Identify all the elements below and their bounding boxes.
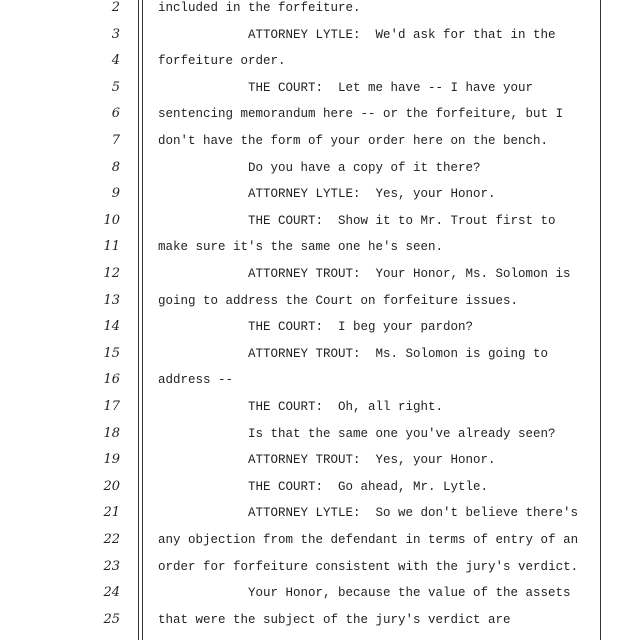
transcript-line: [0, 585, 640, 612]
line-text: THE COURT: Show it to Mr. Trout first to: [248, 213, 556, 228]
transcript-line: [0, 372, 640, 399]
line-number: 24: [103, 585, 120, 601]
line-number: 2: [111, 0, 120, 15]
line-text: ATTORNEY TROUT: Your Honor, Ms. Solomon is: [248, 267, 571, 281]
transcript-line: [0, 133, 640, 160]
transcript-line: [0, 293, 640, 320]
line-text: Do you have a copy of it there?: [248, 160, 481, 175]
line-number: 17: [103, 399, 120, 414]
line-text: order for forfeiture consistent with the jury's verdict.: [158, 559, 579, 574]
line-text: Your Honor, because the value of the assets: [248, 586, 571, 601]
transcript-line: [0, 452, 640, 479]
transcript-line: [0, 239, 640, 266]
transcript-line: [0, 479, 640, 506]
transcript-line: [0, 80, 640, 107]
line-number: 11: [103, 239, 120, 255]
transcript-line: [0, 532, 640, 559]
line-text: don't have the form of your order here on the bench.: [158, 134, 549, 148]
line-number: 20: [103, 478, 120, 494]
line-text: sentencing memorandum here -- or the forfeiture, but I: [158, 107, 564, 122]
line-number: 5: [111, 79, 120, 95]
transcript-line: [0, 266, 640, 293]
line-number: 25: [103, 611, 120, 627]
line-text: ATTORNEY TROUT: Ms. Solomon is going to: [248, 346, 549, 361]
transcript-line: [0, 612, 640, 639]
transcript-line: [0, 505, 640, 532]
line-number: 19: [103, 452, 120, 468]
transcript-line: [0, 0, 640, 27]
line-number: 3: [111, 26, 120, 42]
transcript-line: [0, 346, 640, 373]
line-text: ATTORNEY LYTLE: So we don't believe there's: [248, 506, 579, 521]
line-text: THE COURT: Go ahead, Mr. Lytle.: [248, 479, 489, 494]
transcript-line: [0, 186, 640, 213]
line-text: ATTORNEY LYTLE: We'd ask for that in the: [248, 27, 556, 42]
line-text: ATTORNEY LYTLE: Yes, your Honor.: [248, 187, 496, 202]
line-number: 16: [103, 372, 120, 388]
line-text: ATTORNEY TROUT: Yes, your Honor.: [248, 453, 496, 468]
line-number: 7: [111, 133, 120, 148]
transcript-line: [0, 426, 640, 453]
line-number: 8: [111, 159, 120, 175]
transcript-line: [0, 319, 640, 346]
line-number: 22: [103, 532, 120, 547]
transcript-line: [0, 399, 640, 426]
line-text: THE COURT: Let me have -- I have your: [248, 80, 534, 95]
line-text: THE COURT: Oh, all right.: [248, 400, 444, 414]
line-number: 21: [103, 505, 120, 521]
line-text: Is that the same one you've already seen?: [248, 426, 556, 441]
line-text: included in the forfeiture.: [158, 1, 361, 15]
line-number: 18: [103, 425, 120, 441]
line-text: going to address the Court on forfeiture issues.: [158, 293, 519, 308]
transcript-line: [0, 160, 640, 187]
line-text: that were the subject of the jury's verdict are: [158, 612, 511, 627]
transcript-line: [0, 559, 640, 586]
line-number: 4: [111, 53, 120, 69]
line-number: 13: [103, 292, 120, 308]
transcript-line: [0, 27, 640, 54]
line-text: make sure it's the same one he's seen.: [158, 240, 444, 255]
transcript-line: [0, 53, 640, 80]
line-number: 12: [103, 266, 120, 281]
line-number: 14: [103, 319, 120, 335]
line-text: any objection from the defendant in terms of entry of an: [158, 533, 579, 547]
line-text: address --: [158, 373, 234, 388]
line-number: 9: [111, 186, 120, 202]
line-number: 10: [103, 212, 120, 228]
line-number: 23: [103, 558, 120, 574]
line-text: THE COURT: I beg your pardon?: [248, 320, 474, 335]
transcript-line: [0, 106, 640, 133]
transcript-line: [0, 213, 640, 240]
line-text: forfeiture order.: [158, 54, 286, 69]
line-number: 15: [103, 345, 120, 361]
line-number: 6: [111, 106, 120, 122]
